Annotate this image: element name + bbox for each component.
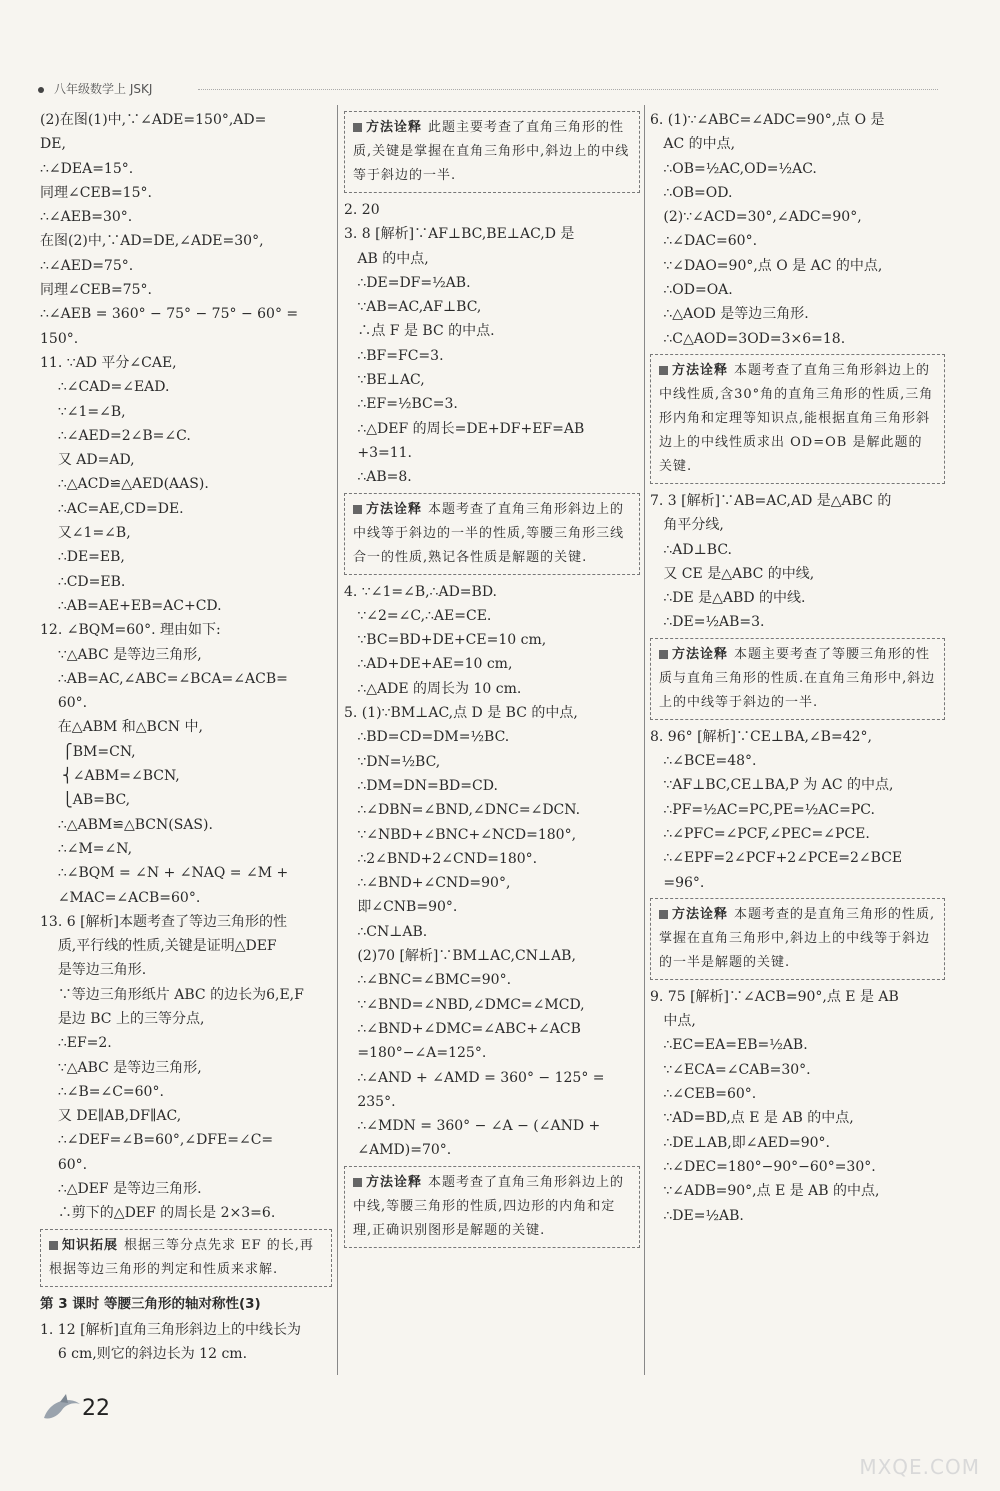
text-line: ∵等边三角形纸片 ABC 的边长为6,E,F [40,986,304,1003]
text-line: ∵∠ECA=∠CAB=30°. [650,1061,811,1078]
text-line: ∵∠2=∠C,∴AE=CE. [344,607,492,624]
column-divider [337,105,338,1375]
text-line: ⎩AB=BC, [40,792,131,809]
note-tag: 方法诠释 [659,647,728,662]
text-line: ∴AB=8. [344,469,412,486]
text-line: =180°−∠A=125°. [344,1045,487,1062]
text-line: ∴点 F 是 BC 的中点. [344,323,495,340]
text-line: ∴EF=2. [40,1035,112,1052]
text-line: ∴∠CAD=∠EAD. [40,379,170,396]
text-line: ∴OD=OA. [650,282,733,299]
text-line: ∴∠B=∠C=60°. [40,1083,164,1100]
text-line: ∴∠AEB = 360° − 75° − 75° − 60° = [40,306,299,323]
text-line: 11. ∵AD 平分∠CAE, [40,354,177,371]
text-line: =96°. [650,874,705,891]
page-number [40,1392,110,1426]
text-line: ∴∠DEF=∠B=60°,∠DFE=∠C= [40,1132,274,1149]
text-line: 角平分线, [650,517,724,534]
note-tag: 方法诠释 [353,120,422,135]
text-line: ∴DE=DF=½AB. [344,274,471,291]
text-line: ∴OB=½AC,OD=½AC. [650,160,817,177]
text-line: ∵BC=BD+DE+CE=10 cm, [344,632,547,649]
text-line: 是边 BC 上的三等分点, [40,1010,205,1027]
text-line: 1. 12 [解析]直角三角形斜边上的中线长为 [40,1321,301,1338]
col2-lines-a [344,198,640,490]
text-line: ∴∠MDN = 360° − ∠A − (∠AND + [344,1118,601,1135]
text-line: 60°. [40,1156,88,1173]
text-line: ∴∠CEB=60°. [650,1086,757,1103]
text-line: ∵BE⊥AC, [344,372,425,389]
text-line: 4. ∵∠1=∠B,∴AD=BD. [344,583,497,600]
column-2 [344,108,640,1253]
text-line: ∠MAC=∠ACB=60°. [40,889,201,906]
page-number-text: 22 [82,1396,110,1421]
text-line: ∴∠BND+∠DMC=∠ABC+∠ACB [344,1020,581,1037]
text-line: ∴∠AED=2∠B=∠C. [40,427,191,444]
text-line: ∴∠BCE=48°. [650,753,757,770]
text-line: (2)∵∠ACD=30°,∠ADC=90°, [650,209,862,226]
text-line: 13. 6 [解析]本题考查了等边三角形的性 [40,913,287,930]
text-line: ∴∠DBN=∠BND,∠DNC=∠DCN. [344,802,581,819]
text-line: ∴∠DEC=180°−90°−60°=30°. [650,1158,876,1175]
text-line: ∴∠PFC=∠PCF,∠PEC=∠PCE. [650,825,870,842]
running-header [38,80,938,100]
text-line: ∴AC=AE,CD=DE. [40,500,184,517]
text-line: ∴∠AND + ∠AMD = 360° − 125° = [344,1069,605,1086]
text-line: (2)在图(1)中,∵∠ADE=150°,AD= [40,112,267,128]
text-line: ⎨∠ABM=∠BCN, [40,768,180,785]
column-3 [650,108,945,1228]
method-note [650,638,945,720]
text-line: 又∠1=∠B, [40,525,131,542]
text-line: ∴DE=½AB. [650,1207,744,1224]
text-line: ∴△DEF 的周长=DE+DF+EF=AB [344,420,585,437]
text-line: ∴DE=EB, [40,549,125,566]
text-line: ∴CD=EB. [40,573,126,590]
text-line: ∴∠DAC=60°. [650,233,758,250]
text-line: 同理∠CEB=75°. [40,282,152,299]
text-line: ∴BD=CD=DM=½BC. [344,729,510,746]
column-1 [40,108,332,1367]
note-tag: 知识拓展 [49,1238,118,1253]
text-line: ∴EF=½BC=3. [344,396,458,413]
text-line: ∴AD⊥BC. [650,541,732,558]
text-line: (2)70 [解析]∵BM⊥AC,CN⊥AB, [344,948,576,965]
text-line: 又 CE 是△ABC 的中线, [650,565,815,582]
text-line: 中点, [650,1013,696,1030]
method-note [650,898,945,980]
method-note [344,493,640,575]
text-line: ∴∠BQM = ∠N + ∠NAQ = ∠M + [40,865,289,882]
text-line: ∴DE⊥AB,即∠AED=90°. [650,1134,831,1151]
text-line: ∴DE=½AB=3. [650,614,765,631]
text-line: ∴DE 是△ABD 的中线. [650,590,806,607]
knowledge-note [40,1229,332,1287]
text-line: ∵△ABC 是等边三角形, [40,646,202,663]
text-line: ∴EC=EA=EB=½AB. [650,1037,808,1054]
text-line: ∴AB=AC,∠ABC=∠BCA=∠ACB= [40,670,288,687]
text-line: ∴CN⊥AB. [344,923,428,940]
text-line: ∴AB=AE+EB=AC+CD. [40,597,222,614]
text-line: 7. 3 [解析]∵AB=AC,AD 是△ABC 的 [650,492,892,509]
text-line: ∴∠DEA=15°. [40,160,134,177]
text-line: ∵∠NBD+∠BNC+∠NCD=180°, [344,826,577,843]
text-line: AB 的中点, [344,250,429,267]
text-line: 质,平行线的性质,关键是证明△DEF [40,938,277,955]
text-line: ∵∠1=∠B, [40,403,126,420]
text-line: ∴∠BNC=∠BMC=90°. [344,972,512,989]
note-text: 本题主要考查了等腰三角形的性质与直角三角形的性质.在直角三角形中,斜边上的中线等于斜边的一半. [659,646,936,710]
col3-lines-b [650,489,945,635]
text-line: ∵AB=AC,AF⊥BC, [344,299,482,316]
method-note [344,1166,640,1248]
col2-lines-b [344,580,640,1163]
text-line: ∴剪下的△DEF 的周长是 2×3=6. [40,1205,276,1222]
text-line: ∴BF=FC=3. [344,347,444,364]
text-line: ∴2∠BND+2∠CND=180°. [344,850,538,867]
header-text: 八年级数学上 JSKJ [54,82,153,96]
text-line: 5. (1)∵BM⊥AC,点 D 是 BC 的中点, [344,705,578,722]
text-line: DE, [40,136,66,153]
text-line: ∵DN=½BC, [344,753,441,770]
text-line: 3. 8 [解析]∵AF⊥BC,BE⊥AC,D 是 [344,226,575,243]
note-tag: 方法诠释 [353,1175,422,1190]
dolphin-icon [40,1392,84,1426]
text-line: ∴AD+DE+AE=10 cm, [344,656,513,673]
text-line: 12. ∠BQM=60°. 理由如下: [40,622,221,639]
text-line: ∴△ADE 的周长为 10 cm. [344,680,522,697]
note-text: 此题主要考查了直角三角形的性质,关键是掌握在直角三角形中,斜边上的中线等于斜边的一半. [353,120,630,183]
text-line: 是等边三角形. [40,962,147,979]
text-line: ∵AF⊥BC,CE⊥BA,P 为 AC 的中点, [650,777,894,794]
text-line: ∴△AOD 是等边三角形. [650,306,809,323]
text-line: ∵∠ADB=90°,点 E 是 AB 的中点, [650,1183,880,1200]
text-line: AC 的中点, [650,136,736,153]
text-line: 6 cm,则它的斜边长为 12 cm. [40,1346,248,1363]
note-tag: 方法诠释 [659,907,728,922]
text-line: ∴DM=DN=BD=CD. [344,777,498,794]
text-line: ∴PF=½AC=PC,PE=½AC=PC. [650,801,875,818]
note-text: 根据三等分点先求 EF 的长,再根据等边三角形的判定和性质来求解. [49,1237,314,1277]
text-line: ∠AMD)=70°. [344,1142,452,1159]
text-line: ∴C△AOD=3OD=3×6=18. [650,330,846,347]
method-note [650,354,945,484]
col3-lines-c [650,725,945,895]
text-line: ∵△ABC 是等边三角形, [40,1059,202,1076]
text-line: 60°. [40,695,88,712]
column-divider [644,105,645,1375]
text-line: 在△ABM 和△BCN 中, [40,719,203,736]
text-line: ∵AD=BD,点 E 是 AB 的中点, [650,1110,854,1127]
method-note [344,111,640,193]
text-line: 235°. [344,1093,396,1110]
text-line: 8. 96° [解析]∵CE⊥BA,∠B=42°, [650,728,872,745]
text-line: 同理∠CEB=15°. [40,184,152,201]
col1-lines [40,108,332,1226]
text-line: ∴△ABM≌△BCN(SAS). [40,816,213,833]
watermark: MXQE.COM [859,1455,980,1479]
text-line: 150°. [40,330,79,347]
note-tag: 方法诠释 [353,502,422,517]
text-line: 又 AD=AD, [40,452,135,469]
note-text: 本题考查了直角三角形斜边上的中线性质,含30°角的直角三角形的性质,三角形内角和定理等知识点,能根据直角三角形斜边上的中线性质求出 OD=OB 是解此题的关键. [659,362,934,474]
text-line: ∴△ACD≌△AED(AAS). [40,476,209,493]
text-line: ∴∠M=∠N, [40,840,133,857]
bullet-icon [38,87,44,93]
col1-tail-lines [40,1318,332,1367]
text-line: ∴∠BND+∠CND=90°, [344,875,511,892]
text-line: 2. 20 [344,202,380,218]
text-line: +3=11. [344,444,412,461]
section-title: 第 3 课时 等腰三角形的轴对称性(3) [40,1295,261,1312]
text-line: ∴∠AED=75°. [40,257,134,274]
note-text: 本题考查了直角三角形斜边上的中线等于斜边的一半的性质,等腰三角形三线合一的性质,熟记各性质是解题的关键. [353,501,625,565]
note-text: 本题考查了直角三角形斜边上的中线,等腰三角形的性质,四边形的内角和定理,正确识别图形是解题的关键. [353,1174,625,1238]
text-line: ∵∠DAO=90°,点 O 是 AC 的中点, [650,257,883,274]
text-line: ∴△DEF 是等边三角形. [40,1181,202,1198]
text-line: ∴∠EPF=2∠PCF+2∠PCE=2∠BCE [650,850,903,867]
text-line: 即∠CNB=90°. [344,899,458,916]
text-line: ∵∠BND=∠NBD,∠DMC=∠MCD, [344,996,585,1013]
text-line: ∴∠AEB=30°. [40,209,133,226]
col3-lines-d [650,985,945,1228]
text-line: 在图(2)中,∵AD=DE,∠ADE=30°, [40,233,264,250]
text-line: 6. (1)∵∠ABC=∠ADC=90°,点 O 是 [650,112,885,128]
note-text: 本题考查的是直角三角形的性质,掌握在直角三角形中,斜边上的中线等于斜边的一半是解题的关键. [659,906,936,970]
text-line: 9. 75 [解析]∵∠ACB=90°,点 E 是 AB [650,988,899,1005]
text-line: ⎧BM=CN, [40,743,136,760]
note-tag: 方法诠释 [659,363,728,378]
text-line: ∴OB=OD. [650,184,733,201]
col3-lines-a [650,108,945,351]
text-line: 又 DE∥AB,DF∥AC, [40,1108,182,1125]
header-rule [198,89,938,90]
